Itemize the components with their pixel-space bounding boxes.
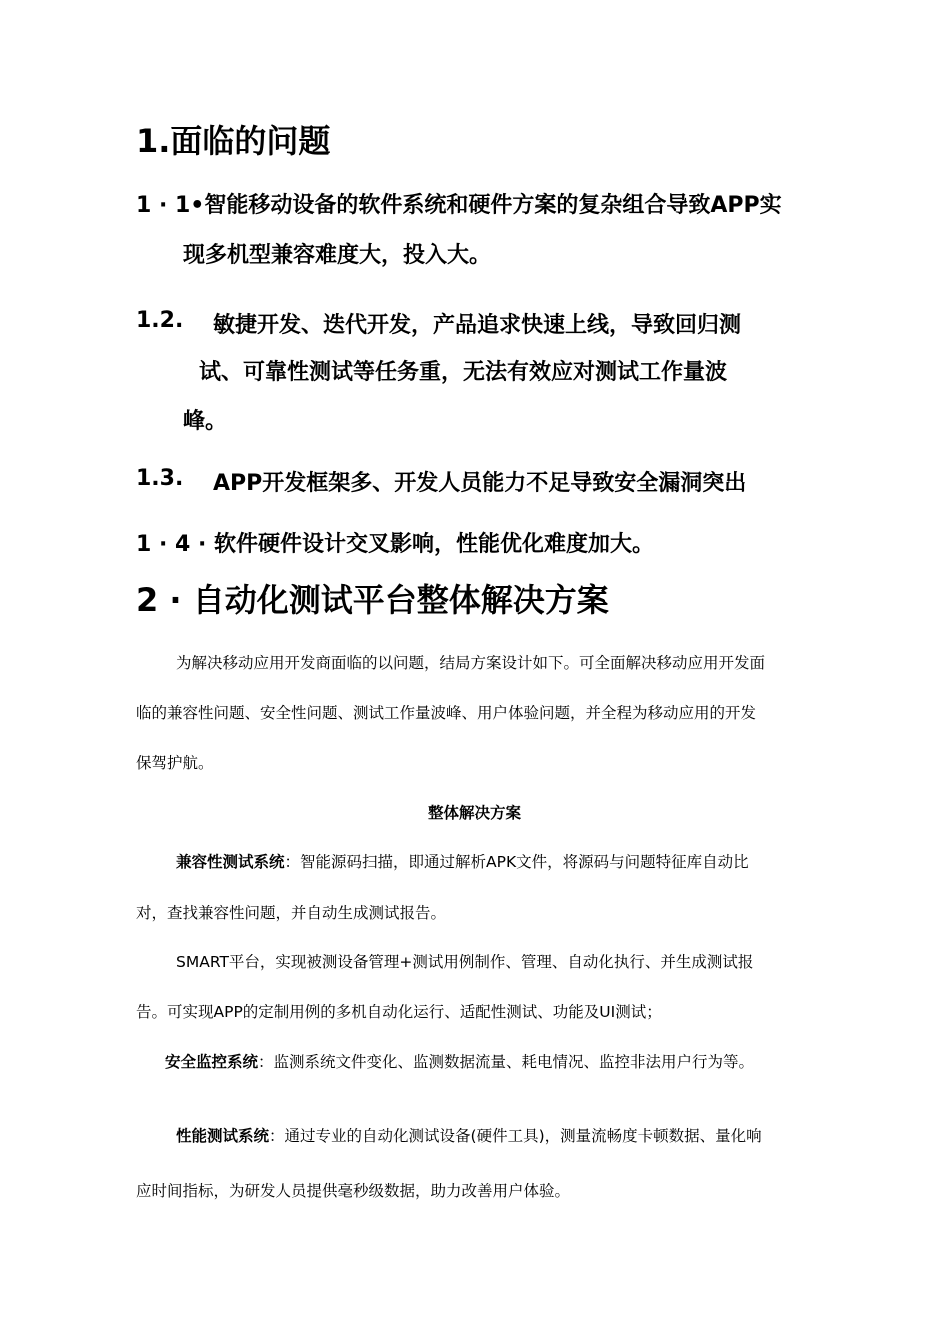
intro-line3: 保驾护航。 [136, 754, 214, 772]
item-1-1-line2: 现多机型兼容难度大，投入大。 [183, 243, 492, 268]
item-1-1-line1: 1 · 1•智能移动设备的软件系统和硬件方案的复杂组合导致APP实 [136, 193, 782, 218]
solution-subtitle: 整体解决方案 [428, 804, 522, 822]
perf-line2: 应时间指标，为研发人员提供毫秒级数据，助力改善用户体验。 [136, 1182, 571, 1200]
security-paragraph [165, 1050, 754, 1072]
smart-line2: 告。可实现APP的定制用例的多机自动化运行、适配性测试、功能及UI测试； [136, 1003, 662, 1021]
compat-line2: 对，查找兼容性问题，并自动生成测试报告。 [136, 904, 447, 922]
item-1-2-line2: 试、可靠性测试等任务重，无法有效应对测试工作量波 [199, 360, 728, 385]
security-label: 安全监控系统 [165, 1053, 259, 1071]
item-1-3-number: 1.3. [136, 466, 184, 491]
item-1-4-text: 1 · 4 · 软件硬件设计交叉影响，性能优化难度加大。 [136, 532, 654, 557]
section1-heading: 1.面临的问题 [136, 122, 331, 160]
item-1-3-text: APP开发框架多、开发人员能力不足导致安全漏洞突出 [213, 471, 747, 496]
item-1-2-line1: 敏捷开发、迭代开发，产品追求快速上线，导致回归测 [213, 313, 742, 338]
compat-label: 兼容性测试系统 [176, 853, 285, 871]
security-text: ：监测系统文件变化、监测数据流量、耗电情况、监控非法用户行为等。 [258, 1053, 755, 1071]
intro-line1: 为解决移动应用开发商面临的以问题，结局方案设计如下。可全面解决移动应用开发面 [176, 654, 766, 672]
smart-line1: SMART平台，实现被测设备管理+测试用例制作、管理、自动化执行、并生成测试报 [176, 953, 754, 971]
intro-line2: 临的兼容性问题、安全性问题、测试工作量波峰、用户体验问题，并全程为移动应用的开发 [136, 704, 757, 722]
item-1-2-number: 1.2. [136, 308, 184, 333]
perf-paragraph-line1 [176, 1124, 762, 1146]
section2-heading: 2 · 自动化测试平台整体解决方案 [136, 581, 609, 619]
perf-label: 性能测试系统 [176, 1127, 270, 1145]
perf-text: ：通过专业的自动化测试设备(硬件工具)，测量流畅度卡顿数据、量化响 [269, 1127, 762, 1145]
compat-text: ：智能源码扫描，即通过解析APK文件，将源码与问题特征库自动比 [284, 853, 749, 871]
item-1-2-line3: 峰。 [183, 409, 228, 434]
compat-paragraph-line1 [176, 850, 749, 872]
